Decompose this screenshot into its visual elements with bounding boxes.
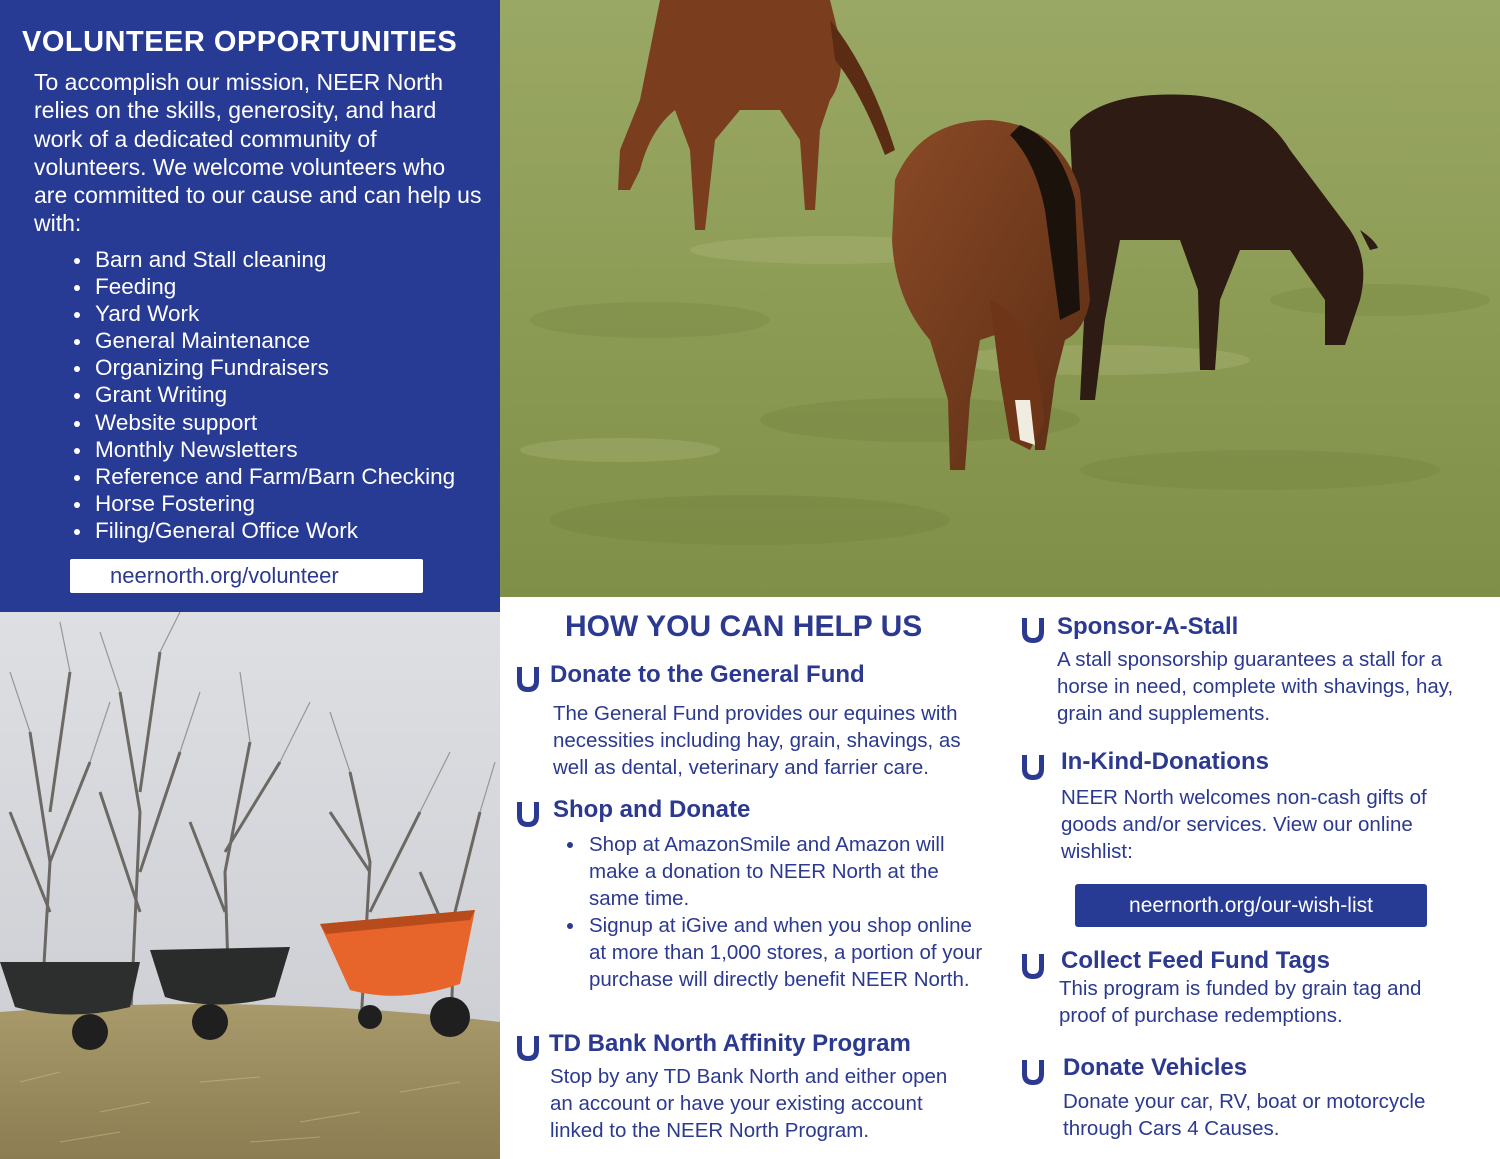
wheelbarrows-photo: [0, 612, 500, 1159]
general-fund-text: The General Fund provides our equines with necessities including hay, grain, shavings, as well as dental, veterinary and farrier care.: [553, 702, 961, 779]
horseshoe-icon: [1019, 615, 1047, 645]
sponsor-stall-heading: Sponsor-A-Stall: [1057, 613, 1239, 640]
horseshoe-icon: [1019, 1057, 1047, 1087]
volunteer-panel: [0, 0, 500, 612]
shop-donate-heading: Shop and Donate: [553, 796, 751, 823]
horseshoe-icon: [1019, 752, 1047, 782]
in-kind-heading: In-Kind-Donations: [1061, 748, 1269, 775]
td-bank-text: Stop by any TD Bank North and either open an account or have your existing account linked to the NEER North Program.: [550, 1065, 948, 1142]
volunteer-item: Reference and Farm/Barn Checking: [95, 463, 456, 489]
volunteer-item: Horse Fostering: [95, 490, 455, 517]
volunteer-item: Monthly Newsletters: [95, 436, 455, 463]
general-fund-heading: Donate to the General Fund: [550, 661, 865, 688]
horses-grazing-photo: [500, 0, 1500, 597]
volunteer-link[interactable]: neernorth.org/volunteer: [70, 559, 423, 593]
in-kind-text: NEER North welcomes non-cash gifts of goods and/or services. View our online wishlist:: [1061, 786, 1427, 863]
horseshoe-icon: [514, 664, 542, 694]
volunteer-item: Feeding: [95, 273, 455, 300]
vehicles-text: Donate your car, RV, boat or motorcycle through Cars 4 Causes.: [1063, 1090, 1426, 1140]
help-title: HOW YOU CAN HELP US: [565, 610, 923, 643]
horseshoe-icon: [514, 799, 542, 829]
td-bank-heading: TD Bank North Affinity Program: [549, 1030, 911, 1057]
sponsor-stall-text: A stall sponsorship guarantees a stall for a horse in need, complete with shavings, hay, grain and supplements.: [1057, 648, 1454, 725]
horseshoe-icon: [1019, 951, 1047, 981]
volunteer-title: VOLUNTEER OPPORTUNITIES: [22, 26, 458, 58]
volunteer-item: Barn and Stall cleaning: [95, 246, 455, 273]
shop-donate-item: Signup at iGive and when you shop online at more than 1,000 stores, a portion of your purchase will directly benefit NEER North.: [589, 914, 983, 991]
shop-donate-item: Shop at AmazonSmile and Amazon will make a donation to NEER North at the same time.: [589, 831, 984, 912]
volunteer-item: Yard Work: [95, 300, 455, 327]
volunteer-intro: To accomplish our mission, NEER North relies on the skills, generosity, and hard work of a dedicated community of volunteers. We welcome volunteers who are committed to our cause and can help us with:: [34, 69, 482, 237]
volunteer-item: Filing/General Office Work: [95, 517, 455, 544]
volunteer-item: Organizing Fundraisers: [95, 354, 455, 381]
volunteer-item: General Maintenance: [95, 327, 455, 354]
shop-donate-list: [589, 831, 984, 993]
volunteer-item: Grant Writing: [95, 381, 455, 408]
wishlist-link[interactable]: neernorth.org/our-wish-list: [1075, 884, 1427, 927]
vehicles-heading: Donate Vehicles: [1063, 1054, 1248, 1081]
feed-tags-text: This program is funded by grain tag and proof of purchase redemptions.: [1059, 977, 1422, 1027]
horseshoe-icon: [514, 1033, 542, 1063]
volunteer-item: Website support: [95, 409, 455, 436]
volunteer-list: [95, 246, 455, 544]
feed-tags-heading: Collect Feed Fund Tags: [1061, 947, 1330, 974]
